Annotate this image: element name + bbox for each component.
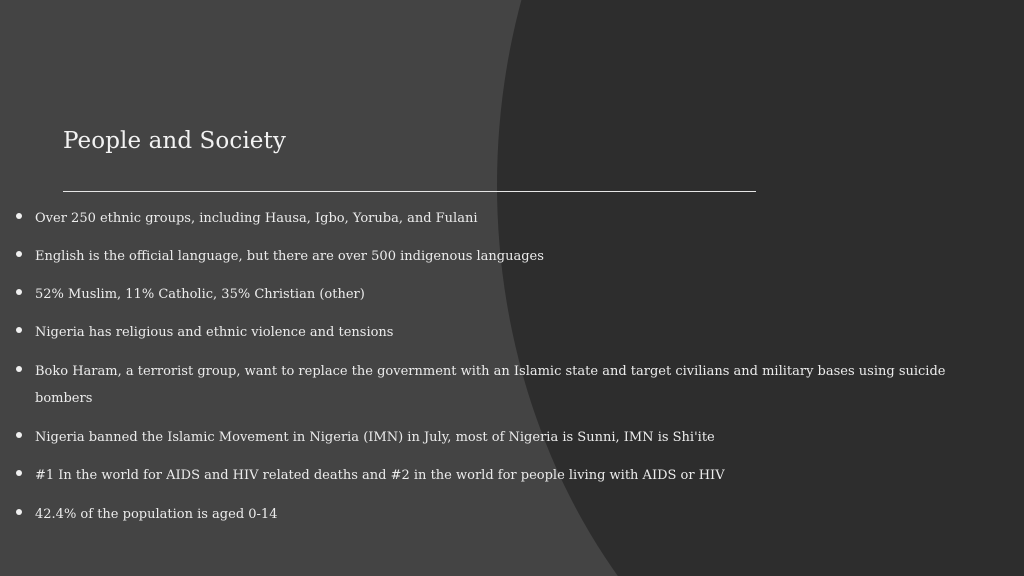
slide-title: People and Society: [63, 128, 286, 154]
bullet-text: English is the official language, but there are over 500 indigenous languages: [35, 249, 544, 264]
title-underline: [63, 191, 756, 192]
bullet-dot-icon: [16, 432, 22, 438]
bullet-text: Over 250 ethnic groups, including Hausa, Igbo, Yoruba, and Fulani: [35, 211, 478, 226]
bullet-dot-icon: [16, 366, 22, 372]
bullet-dot-icon: [16, 470, 22, 476]
bullet-text: 52% Muslim, 11% Catholic, 35% Christian (other): [35, 287, 365, 302]
bullet-dot-icon: [16, 327, 22, 333]
bullet-text: Boko Haram, a terrorist group, want to replace the government with an Islamic state and target civilians and military bases using suicide bombers: [35, 364, 946, 406]
bullet-text: 42.4% of the population is aged 0-14: [35, 507, 278, 522]
bullet-dot-icon: [16, 251, 22, 257]
bullet-dot-icon: [16, 509, 22, 515]
bullet-dot-icon: [16, 213, 22, 219]
bullet-text: Nigeria has religious and ethnic violence and tensions: [35, 325, 394, 340]
bullet-dot-icon: [16, 289, 22, 295]
bullet-text: Nigeria banned the Islamic Movement in Nigeria (IMN) in July, most of Nigeria is Sunni, IMN is Shi'ite: [35, 430, 715, 445]
bullet-text: #1 In the world for AIDS and HIV related deaths and #2 in the world for people living with AIDS or HIV: [35, 468, 725, 483]
